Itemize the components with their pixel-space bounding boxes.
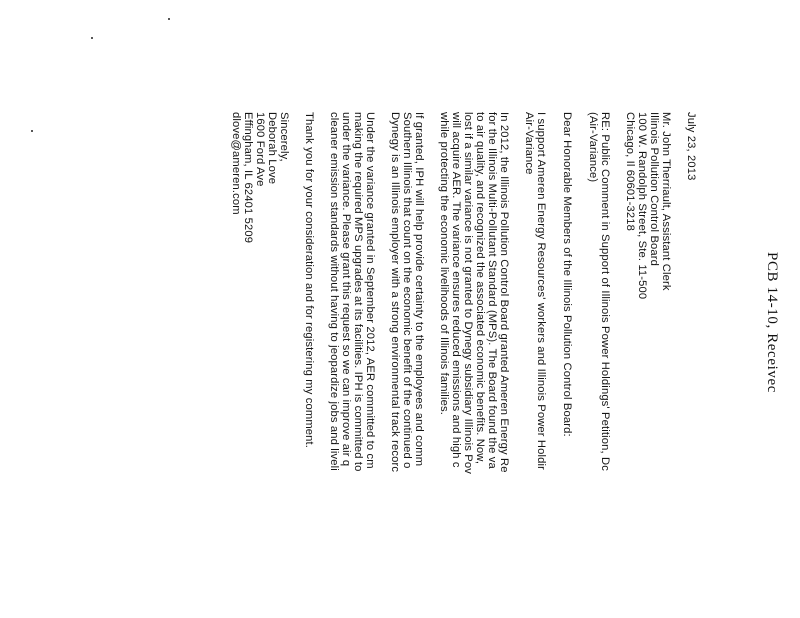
paragraph-line: for the Illinois Multi-Pollutant Standard (MPS). The Board found the va	[486, 112, 498, 469]
salutation: Dear Honorable Members of the Illinois Pollution Control Board:	[561, 112, 573, 437]
signature-line: Deborah Love	[266, 112, 278, 185]
paragraph-line: will acquire AER. The variance ensures reduced emissions and high c	[450, 112, 462, 468]
paragraph-line: Dynegy is an Illinois employer with a strong environmental track recorc	[389, 112, 401, 473]
signature-line: 1600 Ford Ave	[254, 112, 266, 187]
paragraph-line: Southern Illinois that count on the economic benefit of the continued o	[401, 112, 413, 469]
paragraph-line: Under the variance granted in September 2012, AER committed to cm	[364, 112, 376, 469]
recipient-line: Illinois Pollution Control Board	[648, 112, 660, 267]
signature-line: Effingham, IL 62401 5209	[242, 112, 254, 244]
re-line: (Air-Variance)	[587, 112, 599, 183]
paragraph-line: to air quality, and recognized the associated economic benefits. Now,	[474, 112, 486, 465]
closing-line: Thank you for your consideration and for registering my comment.	[303, 112, 315, 449]
recipient-line: Mr. John Therriault, Assistant Clerk	[660, 112, 672, 291]
paragraph-line: making the required MPS upgrades at its facilities. IPH is committed to	[352, 112, 364, 472]
recipient-line: 100 W. Randolph Street, Ste. 11-500	[636, 112, 648, 300]
signature-line: Sincerely,	[278, 112, 290, 162]
paragraph-line: I support Ameren Energy Resources' workers and Illinois Power Holdir	[535, 112, 547, 471]
paragraph-line: In 2012, the Illinois Pollution Control Board granted Ameren Energy Re	[498, 112, 510, 473]
paragraph-line: Air-Variance	[523, 112, 535, 175]
paragraph-line: under the variance. Please grant this request so we can improve air q	[340, 112, 352, 467]
recipient-line: Chicago, Il 60601-3218	[624, 112, 636, 231]
paragraph-line: If granted, IPH will help provide certainty to the employees and comm	[413, 112, 425, 467]
received-stamp: PCB 14-10, Receivec	[764, 252, 780, 393]
paragraph-line: cleaner emission standards without having to jeopardize jobs and liveli	[328, 112, 340, 471]
paragraph-line: lost if a similar variance is not granted to Dynegy subsidiary Illinois Pov	[462, 112, 474, 474]
signature-email: dlove@ameren.com	[230, 112, 242, 215]
re-line: RE: Public Comment in Support of Illinois Power Holdings' Petition, Dc	[599, 112, 611, 471]
letter-date: July 23, 2013	[685, 112, 697, 181]
paragraph-line: while protecting the economic livelihoods of Illinois families.	[438, 112, 450, 415]
